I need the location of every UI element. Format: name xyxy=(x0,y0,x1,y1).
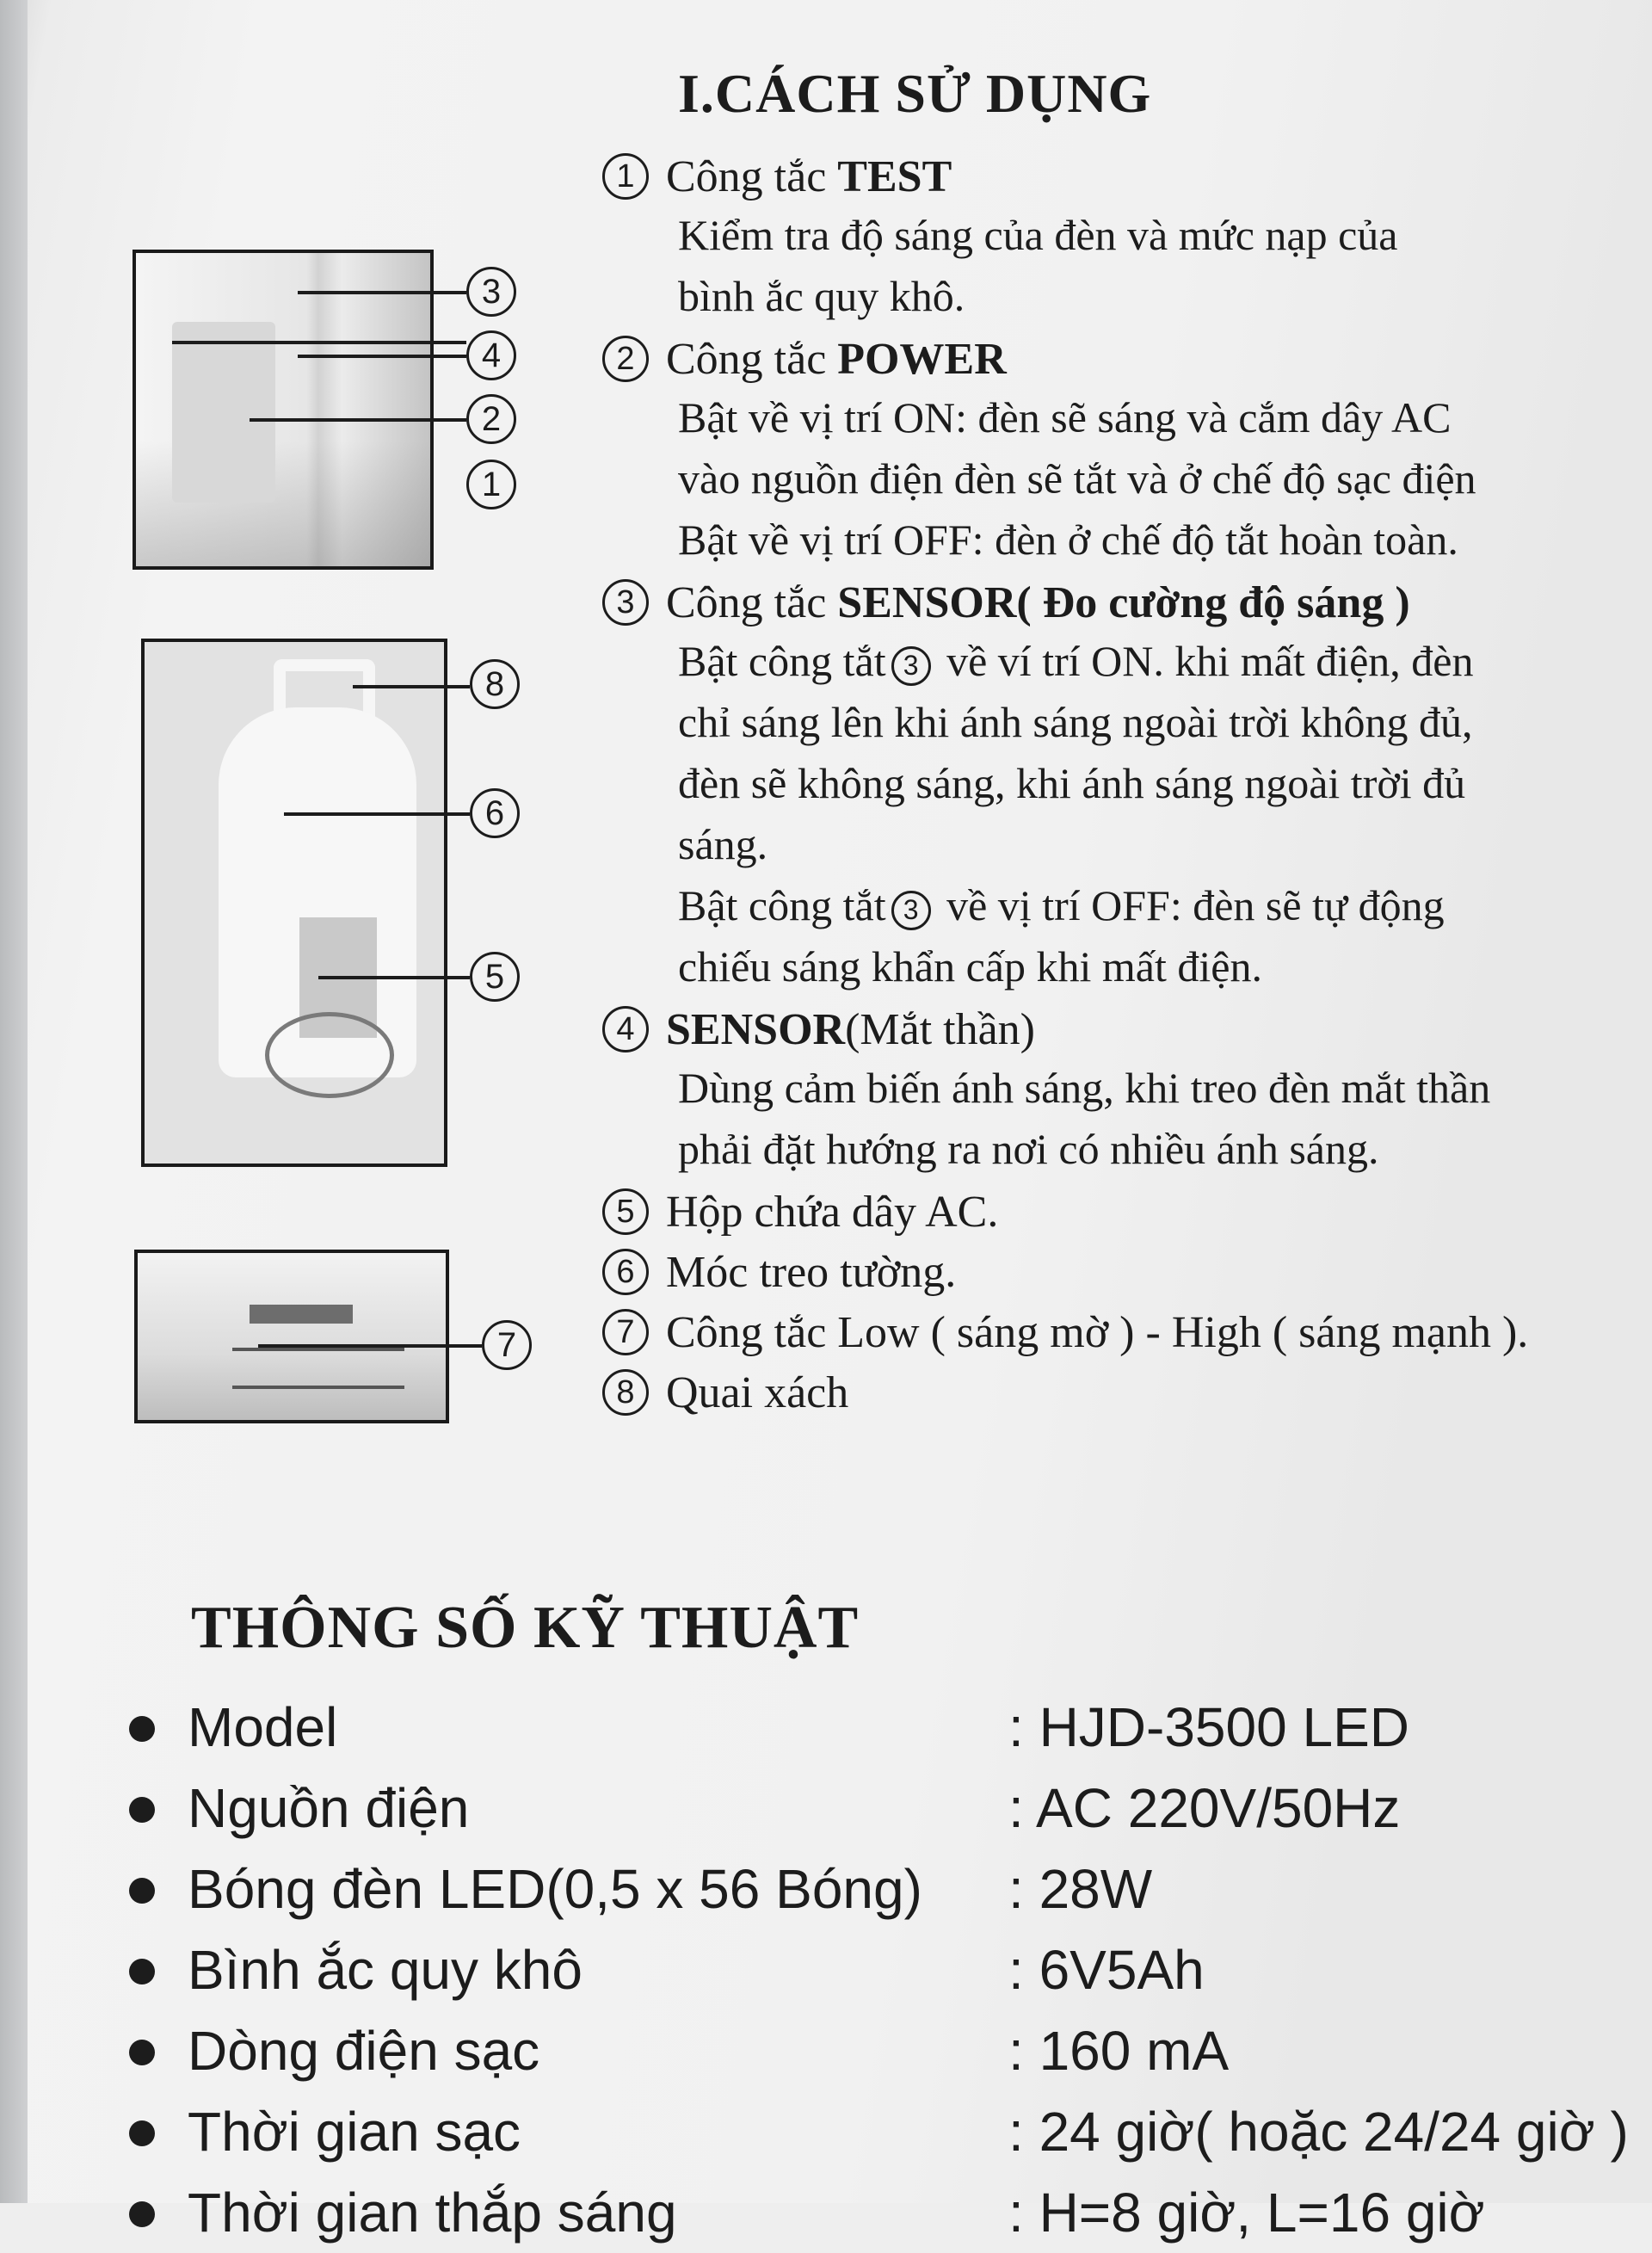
usage-item-6 xyxy=(602,1244,1635,1300)
usage-item-8 xyxy=(602,1364,1635,1421)
usage-item-5 xyxy=(602,1183,1635,1240)
number-circle: 5 xyxy=(602,1188,649,1235)
spec-value: : 6V5Ah xyxy=(1008,1939,1205,2001)
bullet-icon xyxy=(129,2201,155,2227)
bullet-icon xyxy=(129,1878,155,1904)
leader-line xyxy=(172,341,466,344)
desc-line: sáng. xyxy=(678,820,768,868)
usage-list xyxy=(602,145,1635,1421)
desc-text: Bật công tắt xyxy=(678,637,886,685)
bullet-icon xyxy=(129,2040,155,2065)
spec-row xyxy=(129,1849,1643,1929)
desc-line: vào nguồn điện đèn sẽ tắt và ở chế độ sạc điện xyxy=(678,454,1476,503)
item-desc xyxy=(678,205,1635,327)
bullet-icon xyxy=(129,1797,155,1823)
leader-line xyxy=(258,1344,482,1348)
bullet-icon xyxy=(129,1716,155,1742)
bullet-icon xyxy=(129,1959,155,1984)
number-circle: 2 xyxy=(602,336,649,382)
spec-label: Thời gian sạc xyxy=(188,2101,521,2163)
item-name: SENSOR( Đo cường độ sáng ) xyxy=(837,577,1410,627)
spec-label: Bình ắc quy khô xyxy=(188,1939,583,2001)
item-name: SENSOR xyxy=(666,1004,846,1054)
item-prefix: Công tắc xyxy=(666,151,838,201)
item-text: Quai xách xyxy=(666,1367,849,1417)
spec-row xyxy=(129,2091,1643,2172)
item-desc xyxy=(678,1058,1635,1180)
power-cord xyxy=(265,1012,394,1098)
leader-line xyxy=(284,812,470,816)
number-circle: 6 xyxy=(602,1249,649,1295)
switch-panel-photo xyxy=(133,250,434,570)
desc-line: Dùng cảm biến ánh sáng, khi treo đèn mắt thần xyxy=(678,1064,1491,1112)
page-edge xyxy=(0,0,28,2203)
item-suffix: (Mắt thần) xyxy=(845,1004,1036,1054)
spec-value: : 160 mA xyxy=(1008,2020,1230,2082)
number-circle: 3 xyxy=(602,579,649,626)
desc-text: về vị trí OFF: đèn sẽ tự động xyxy=(935,881,1445,929)
desc-line: bình ắc quy khô. xyxy=(678,272,965,320)
label-strip xyxy=(232,1348,404,1389)
usage-item-2 xyxy=(602,330,1635,387)
callout-circle: 8 xyxy=(470,659,520,709)
spec-row xyxy=(129,1687,1643,1768)
desc-line: phải đặt hướng ra nơi có nhiều ánh sáng. xyxy=(678,1125,1379,1173)
specs-list xyxy=(129,1687,1643,2253)
desc-line: chỉ sáng lên khi ánh sáng ngoài trời không đủ, xyxy=(678,698,1473,746)
item-name: TEST xyxy=(837,151,952,201)
number-circle: 3 xyxy=(891,891,931,930)
desc-line: đèn sẽ không sáng, khi ánh sáng ngoài trời đủ xyxy=(678,759,1466,807)
item-desc xyxy=(678,631,1635,997)
leader-line xyxy=(318,976,470,979)
usage-item-1 xyxy=(602,148,1635,205)
spec-value: : H=8 giờ, L=16 giờ xyxy=(1008,2182,1485,2244)
spec-value: : AC 220V/50Hz xyxy=(1008,1777,1401,1839)
item-desc xyxy=(678,387,1635,571)
desc-text: về ví trí ON. khi mất điện, đèn xyxy=(935,637,1474,685)
item-text: Công tắc Low ( sáng mờ ) - High ( sáng mạnh ). xyxy=(666,1307,1529,1357)
spec-label: Dòng điện sạc xyxy=(188,2020,540,2082)
desc-line: Bật về vị trí OFF: đèn ở chế độ tắt hoàn toàn. xyxy=(678,515,1458,564)
usage-title: I.CÁCH SỬ DỤNG xyxy=(678,63,1152,124)
item-text: Móc treo tường. xyxy=(666,1247,957,1297)
desc-text: Bật công tắt xyxy=(678,881,886,929)
leader-line xyxy=(298,291,466,294)
spec-row xyxy=(129,1929,1643,2010)
leader-line xyxy=(250,418,466,422)
spec-value: : 28W xyxy=(1008,1858,1153,1920)
spec-label: Thời gian thắp sáng xyxy=(188,2182,677,2244)
spec-label: Bóng đèn LED(0,5 x 56 Bóng) xyxy=(188,1858,922,1920)
item-prefix: Công tắc xyxy=(666,577,838,627)
lamp-back-photo xyxy=(141,639,447,1167)
spec-row xyxy=(129,2010,1643,2091)
number-circle: 4 xyxy=(602,1006,649,1052)
item-text: Hộp chứa dây AC. xyxy=(666,1187,999,1237)
spec-label: Nguồn điện xyxy=(188,1777,470,1839)
number-circle: 7 xyxy=(602,1309,649,1355)
number-circle: 1 xyxy=(602,153,649,200)
model-label xyxy=(250,1305,353,1324)
lamp-label-photo xyxy=(134,1250,449,1423)
spec-label: Model xyxy=(188,1696,338,1758)
callout-circle: 4 xyxy=(466,330,516,380)
spec-row xyxy=(129,1768,1643,1849)
leader-line xyxy=(353,685,470,688)
spec-row xyxy=(129,2172,1643,2253)
specs-title: THÔNG SỐ KỸ THUẬT xyxy=(191,1595,860,1661)
callout-circle: 3 xyxy=(466,267,516,317)
item-name: POWER xyxy=(837,334,1007,384)
spec-value: : 24 giờ( hoặc 24/24 giờ ) xyxy=(1008,2101,1629,2163)
usage-item-3 xyxy=(602,574,1635,631)
desc-line: Bật về vị trí ON: đèn sẽ sáng và cắm dây AC xyxy=(678,393,1452,441)
number-circle: 8 xyxy=(602,1369,649,1416)
callout-circle: 5 xyxy=(470,952,520,1002)
number-circle: 3 xyxy=(891,646,931,686)
item-prefix: Công tắc xyxy=(666,334,838,384)
usage-item-7 xyxy=(602,1304,1635,1361)
leader-line xyxy=(298,355,466,358)
callout-circle: 2 xyxy=(466,394,516,444)
desc-line: Kiểm tra độ sáng của đèn và mức nạp của xyxy=(678,211,1398,259)
switch-block xyxy=(172,322,275,503)
callout-circle: 7 xyxy=(482,1320,532,1370)
desc-line: chiếu sáng khẩn cấp khi mất điện. xyxy=(678,942,1262,991)
bullet-icon xyxy=(129,2120,155,2146)
usage-item-4 xyxy=(602,1001,1635,1058)
callout-circle: 6 xyxy=(470,788,520,838)
spec-value: : HJD-3500 LED xyxy=(1008,1696,1409,1758)
callout-circle: 1 xyxy=(466,460,516,509)
